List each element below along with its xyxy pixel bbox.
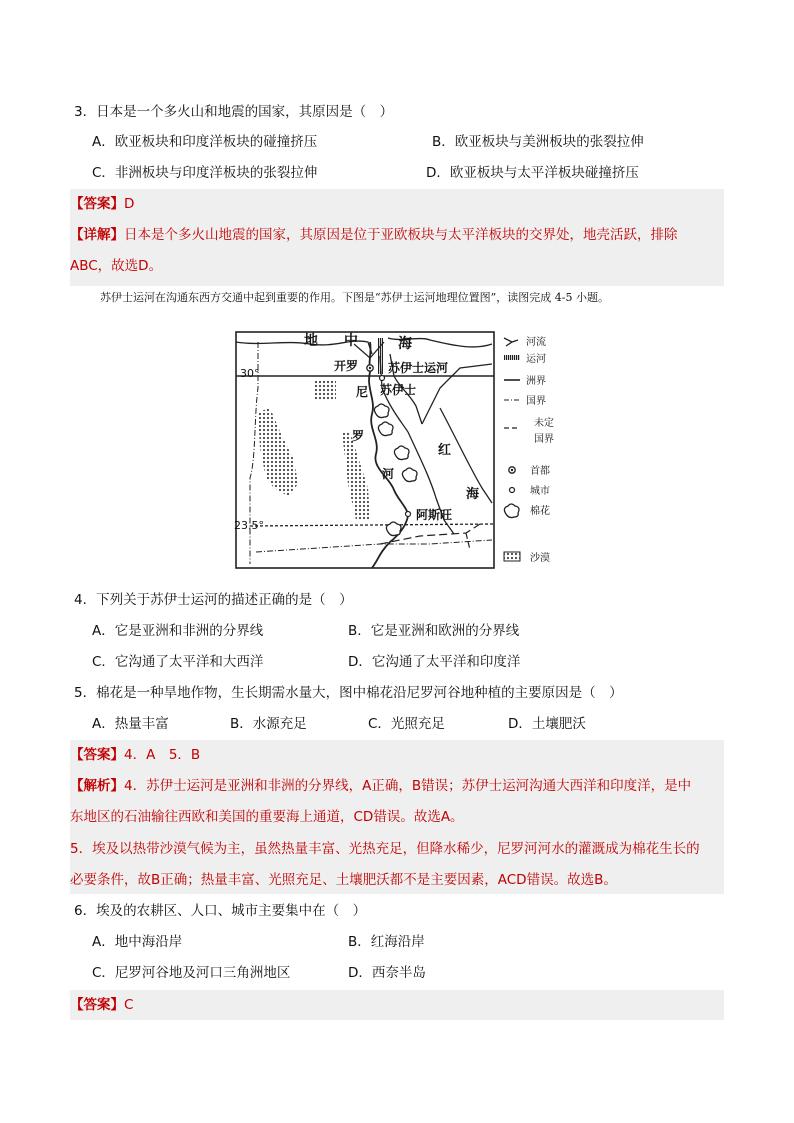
q3-stem: 3．日本是一个多火山和地震的国家，其原因是（ ） bbox=[74, 104, 394, 120]
ans45-analysis-5: 5．埃及以热带沙漠气候为主，虽然热量丰富、光热充足，但降水稀少，尼罗河河水的灌溉成为棉花生长的 bbox=[70, 841, 700, 857]
q6-stem: 6．埃及的农耕区、人口、城市主要集中在（ ） bbox=[74, 903, 367, 919]
q6-answer bbox=[70, 995, 133, 1015]
answer-tag: 【答案】 bbox=[70, 997, 124, 1013]
q6-option-c: C．尼罗河谷地及河口三角洲地区 bbox=[92, 965, 291, 981]
q6-answer-block bbox=[70, 990, 724, 1020]
legend-desert: 沙漠 bbox=[530, 553, 550, 564]
label-red-hong: 红 bbox=[438, 443, 452, 458]
label-lat-235: 23.5° bbox=[234, 519, 264, 532]
q4-option-a: A．它是亚洲和非洲的分界线 bbox=[92, 623, 264, 639]
q3-option-a: A．欧亚板块和印度洋板块的碰撞挤压 bbox=[92, 134, 318, 150]
legend-canal: 运河 bbox=[526, 354, 546, 365]
q5-option-a: A．热量丰富 bbox=[92, 716, 169, 732]
legend-undefined-2: 国界 bbox=[534, 434, 554, 445]
q3-detail bbox=[70, 225, 678, 245]
q3-option-b: B．欧亚板块与美洲板块的张裂拉伸 bbox=[432, 134, 644, 150]
answer-value: C bbox=[124, 997, 134, 1013]
map-legend bbox=[504, 335, 554, 564]
desert-west bbox=[258, 408, 298, 496]
answer-tag: 【答案】 bbox=[70, 196, 124, 212]
q6-option-a: A．地中海沿岸 bbox=[92, 934, 183, 950]
legend-city-icon bbox=[510, 488, 515, 493]
label-nile-luo: 罗 bbox=[352, 429, 365, 443]
map-intro-text: 苏伊士运河在沟通东西方交通中起到重要的作用。下图是“苏伊士运河地理位置图”，读图完成 4-5 小题。 bbox=[100, 291, 609, 304]
q4-option-b: B．它是亚洲和欧洲的分界线 bbox=[348, 623, 520, 639]
label-sea-hai: 海 bbox=[398, 336, 412, 352]
ans45-analysis-5-cont: 必要条件，故B正确；热量丰富、光照充足、土壤肥沃都不是主要因素，ACD错误。故选B。 bbox=[70, 872, 617, 888]
ans45-answer bbox=[70, 745, 200, 765]
ans45-analysis-4 bbox=[70, 776, 691, 796]
answer-value: 4．A 5．B bbox=[124, 747, 201, 763]
q3-option-d: D．欧亚板块与太平洋板块碰撞挤压 bbox=[426, 165, 639, 181]
answer-value: D bbox=[124, 196, 135, 212]
analysis-tag: 【解析】 bbox=[70, 778, 124, 794]
q4-stem: 4．下列关于苏伊士运河的描述正确的是（ ） bbox=[74, 592, 353, 608]
q5-option-c: C．光照充足 bbox=[368, 716, 445, 732]
detail-text: 日本是个多火山地震的国家，其原因是位于亚欧板块与太平洋板块的交界处，地壳活跃，排除 bbox=[124, 227, 678, 243]
legend-city: 城市 bbox=[530, 486, 550, 497]
label-nile-ni: 尼 bbox=[356, 385, 369, 399]
legend-river: 河流 bbox=[526, 337, 546, 348]
ans45-analysis-4-cont: 东地区的石油输往西欧和美国的重要海上通道，CD错误。故选A。 bbox=[70, 809, 464, 825]
q4-option-c: C．它沟通了太平洋和大西洋 bbox=[92, 654, 264, 670]
answer-tag: 【答案】 bbox=[70, 747, 124, 763]
label-sea-di: 地 bbox=[304, 333, 318, 349]
q3-option-c: C．非洲板块与印度洋板块的张裂拉伸 bbox=[92, 165, 318, 181]
label-sea-zhong: 中 bbox=[344, 333, 358, 349]
label-aswan: 阿斯旺 bbox=[416, 508, 453, 522]
label-lat-30: 30° bbox=[240, 367, 260, 380]
legend-continent: 洲界 bbox=[526, 376, 546, 387]
aswan-city-marker bbox=[406, 512, 411, 517]
label-suez-canal: 苏伊士运河 bbox=[388, 361, 449, 375]
q4-option-d: D．它沟通了太平洋和印度洋 bbox=[348, 654, 521, 670]
q5-option-d: D．土壤肥沃 bbox=[508, 716, 586, 732]
tropic-line bbox=[250, 524, 494, 526]
legend-river-icon bbox=[504, 338, 518, 346]
detail-tag: 【详解】 bbox=[70, 227, 124, 243]
q6-option-b: B．红海沿岸 bbox=[348, 934, 425, 950]
legend-border: 国界 bbox=[526, 396, 546, 407]
south-border bbox=[256, 540, 492, 552]
label-suez: 苏伊士 bbox=[380, 383, 417, 397]
label-nile-he: 河 bbox=[382, 467, 395, 481]
q5-stem: 5．棉花是一种旱地作物，生长期需水量大，图中棉花沿尼罗河谷地种植的主要原因是（ ） bbox=[74, 685, 623, 701]
suez-city-marker bbox=[380, 376, 385, 381]
legend-capital: 首都 bbox=[530, 466, 550, 477]
legend-cotton: 棉花 bbox=[530, 506, 550, 517]
label-cairo: 开罗 bbox=[334, 359, 359, 373]
desert-north bbox=[314, 380, 336, 400]
legend-cotton-icon bbox=[504, 504, 519, 518]
legend-undefined-1: 未定 bbox=[534, 418, 554, 429]
analysis-text: 4．苏伊士运河是亚洲和非洲的分界线，A正确，B错误；苏伊士运河沟通大西洋和印度洋，是中 bbox=[124, 778, 692, 794]
label-red-hai: 海 bbox=[466, 487, 480, 502]
legend-canal-icon bbox=[504, 355, 520, 360]
desert-nile bbox=[342, 432, 370, 520]
legend-desert-icon bbox=[504, 552, 520, 561]
suez-canal-map bbox=[230, 328, 562, 572]
q3-detail-cont: ABC，故选D。 bbox=[70, 258, 163, 274]
q6-option-d: D．西奈半岛 bbox=[348, 965, 426, 981]
q5-option-b: B．水源充足 bbox=[230, 716, 307, 732]
q3-answer bbox=[70, 194, 134, 214]
